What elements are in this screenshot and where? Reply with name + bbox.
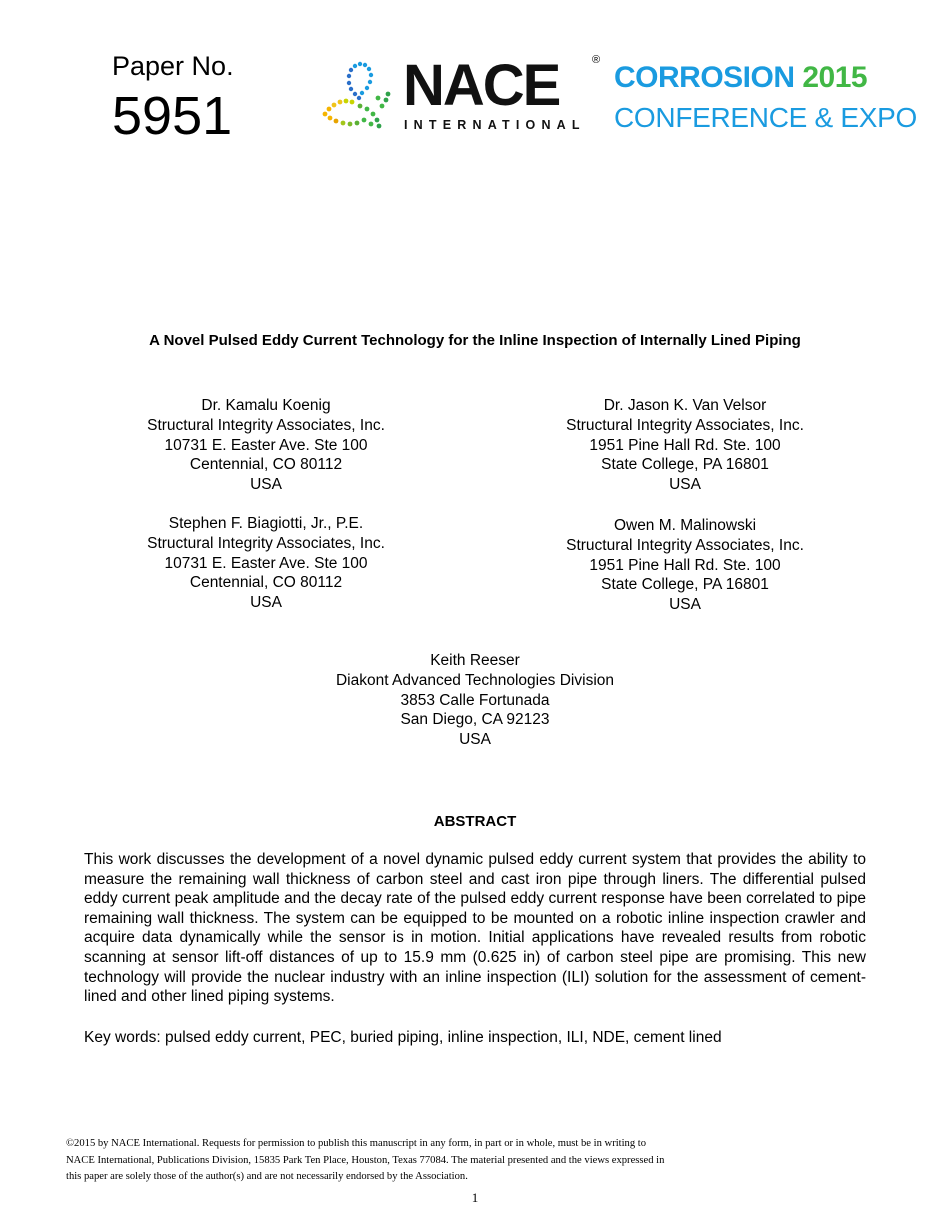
author-block — [485, 396, 885, 495]
author-city: State College, PA 16801 — [601, 576, 769, 594]
author-country: USA — [250, 476, 282, 494]
keywords: Key words: pulsed eddy current, PEC, buried piping, inline inspection, ILI, NDE, cement lined — [84, 1029, 722, 1046]
nace-wordmark: NACE — [403, 53, 560, 118]
author-name: Stephen F. Biagiotti, Jr., P.E. — [168, 515, 364, 532]
author-org: Structural Integrity Associates, Inc. — [147, 534, 385, 552]
author-city: Centennial, CO 80112 — [189, 574, 343, 592]
author-city: San Diego, CA 92123 — [400, 711, 550, 729]
author-address: 3853 Calle Fortunada — [400, 691, 550, 709]
author-org: Structural Integrity Associates, Inc. — [147, 416, 385, 434]
page-number: 1 — [471, 1190, 479, 1205]
author-block — [275, 651, 675, 750]
conference-year: 2015 — [802, 61, 868, 94]
paper-number: 5951 — [112, 86, 233, 146]
abstract-text: This work discusses the development of a novel dynamic pulsed eddy current system that provides the ability to measure the remaining wall thickness of carbon steel and cast iron pipe through liners. The differential pulsed eddy current peak amplitude and the decay rate of the pulsed eddy current response have been correlated to pipe remaining wall thickness. The system can be equipped to be mounted on a robotic inline inspection crawler and acquire data dynamically while the sensor is in motion. Initial applications have revealed results from robotic scanning at sensor lift-off distances of up to 15.9 mm (0.625 in) of carbon steel pipe are promising. This new technology will provide the nuclear industry with an inline inspection (ILI) solution for the assessment of cement-lined and other lined piping systems. — [84, 851, 866, 1006]
author-name: Owen M. Malinowski — [613, 517, 757, 534]
copyright-line: this paper are solely those of the author(s) and are not necessarily endorsed by the Association. — [66, 1171, 468, 1182]
author-address: 1951 Pine Hall Rd. Ste. 100 — [589, 436, 781, 454]
author-country: USA — [459, 731, 491, 749]
author-name: Dr. Kamalu Koenig — [201, 397, 331, 414]
copyright-line: ©2015 by NACE International. Requests for permission to publish this manuscript in any form, in part or in whole, must be in writing to — [66, 1138, 647, 1149]
author-name: Keith Reeser — [430, 652, 520, 669]
author-block — [66, 514, 466, 613]
author-city: State College, PA 16801 — [601, 456, 769, 474]
author-address: 10731 E. Easter Ave. Ste 100 — [164, 554, 368, 572]
author-address: 10731 E. Easter Ave. Ste 100 — [164, 436, 368, 454]
conference-subtitle: CONFERENCE & EXPO — [614, 102, 917, 133]
author-country: USA — [669, 476, 701, 494]
copyright-line: NACE International, Publications Division, 15835 Park Ten Place, Houston, Texas 77084. The material presented and the views expressed in — [66, 1154, 665, 1166]
author-block — [485, 516, 885, 615]
author-address: 1951 Pine Hall Rd. Ste. 100 — [589, 556, 781, 574]
paper-title: A Novel Pulsed Eddy Current Technology for the Inline Inspection of Internally Lined Piping — [149, 332, 801, 349]
author-org: Structural Integrity Associates, Inc. — [566, 416, 804, 434]
author-org: Structural Integrity Associates, Inc. — [566, 536, 804, 554]
author-country: USA — [250, 594, 282, 612]
author-city: Centennial, CO 80112 — [189, 456, 343, 474]
registered-mark: ® — [592, 54, 601, 66]
copyright-notice — [66, 1136, 786, 1186]
conference-name: CORROSION — [614, 61, 795, 94]
abstract-heading: ABSTRACT — [433, 813, 517, 830]
author-name: Dr. Jason K. Van Velsor — [603, 397, 767, 414]
conference-title — [614, 60, 867, 96]
nace-international-label: INTERNATIONAL — [404, 118, 586, 132]
author-block — [66, 396, 466, 495]
paper-label: Paper No. — [112, 51, 234, 81]
author-country: USA — [669, 596, 701, 614]
author-org: Diakont Advanced Technologies Division — [335, 671, 615, 689]
